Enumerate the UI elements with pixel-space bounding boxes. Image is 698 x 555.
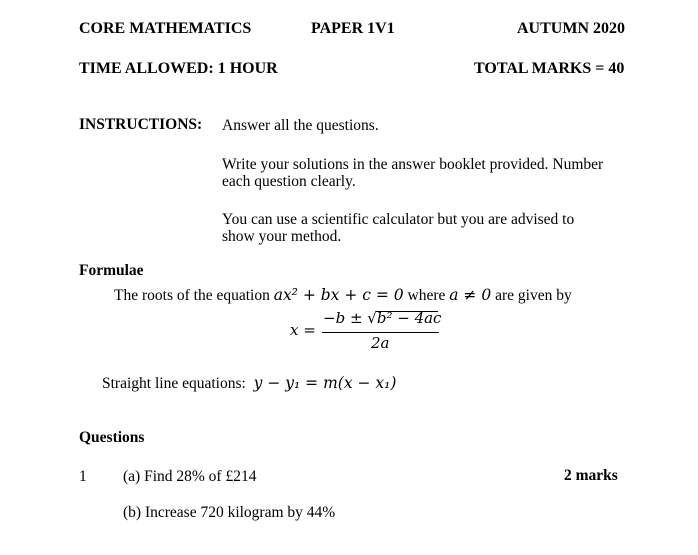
fraction-line [322,332,439,333]
quadratic-statement [114,287,572,304]
instruction-line: show your method. [222,228,342,245]
instruction-line: You can use a scientific calculator but you are advised to [222,211,575,228]
straight-line-equation: y − y₁ = m(x − x₁) [253,374,397,392]
quadratic-condition: a ≠ 0 [449,286,492,304]
total-marks: TOTAL MARKS = 40 [474,60,625,77]
straight-line-formula [102,375,396,392]
instruction-line: Answer all the questions. [222,117,379,134]
radical-bar [376,311,438,312]
time-allowed: TIME ALLOWED: 1 HOUR [79,60,278,77]
numerator-prefix: −b ± [323,309,368,327]
radical-icon: √ [367,309,377,327]
questions-heading: Questions [79,429,145,446]
quadratic-intro: are given by [495,287,572,304]
formula-x-equals: x = [290,321,316,339]
quadratic-intro: where [407,287,446,304]
question-part-a: (a) Find 28% of £214 [123,468,257,485]
paper-code: PAPER 1V1 [311,20,395,37]
instructions-label: INSTRUCTIONS: [79,116,203,133]
instruction-line: each question clearly. [222,173,356,190]
radicand: b² − 4ac [376,309,442,327]
course-title: CORE MATHEMATICS [79,20,252,37]
formula-denominator: 2a [371,334,390,352]
question-part-b: (b) Increase 720 kilogram by 44% [123,504,336,521]
question-marks: 2 marks [564,467,618,484]
instruction-line: Write your solutions in the answer booklet provided. Number [222,156,604,173]
straight-line-label: Straight line equations: [102,375,246,392]
formulae-heading: Formulae [79,262,144,279]
quadratic-intro: The roots of the equation [114,287,270,304]
exam-session: AUTUMN 2020 [517,20,625,37]
quadratic-equation: ax² + bx + c = 0 [273,286,404,304]
question-number: 1 [79,468,87,485]
